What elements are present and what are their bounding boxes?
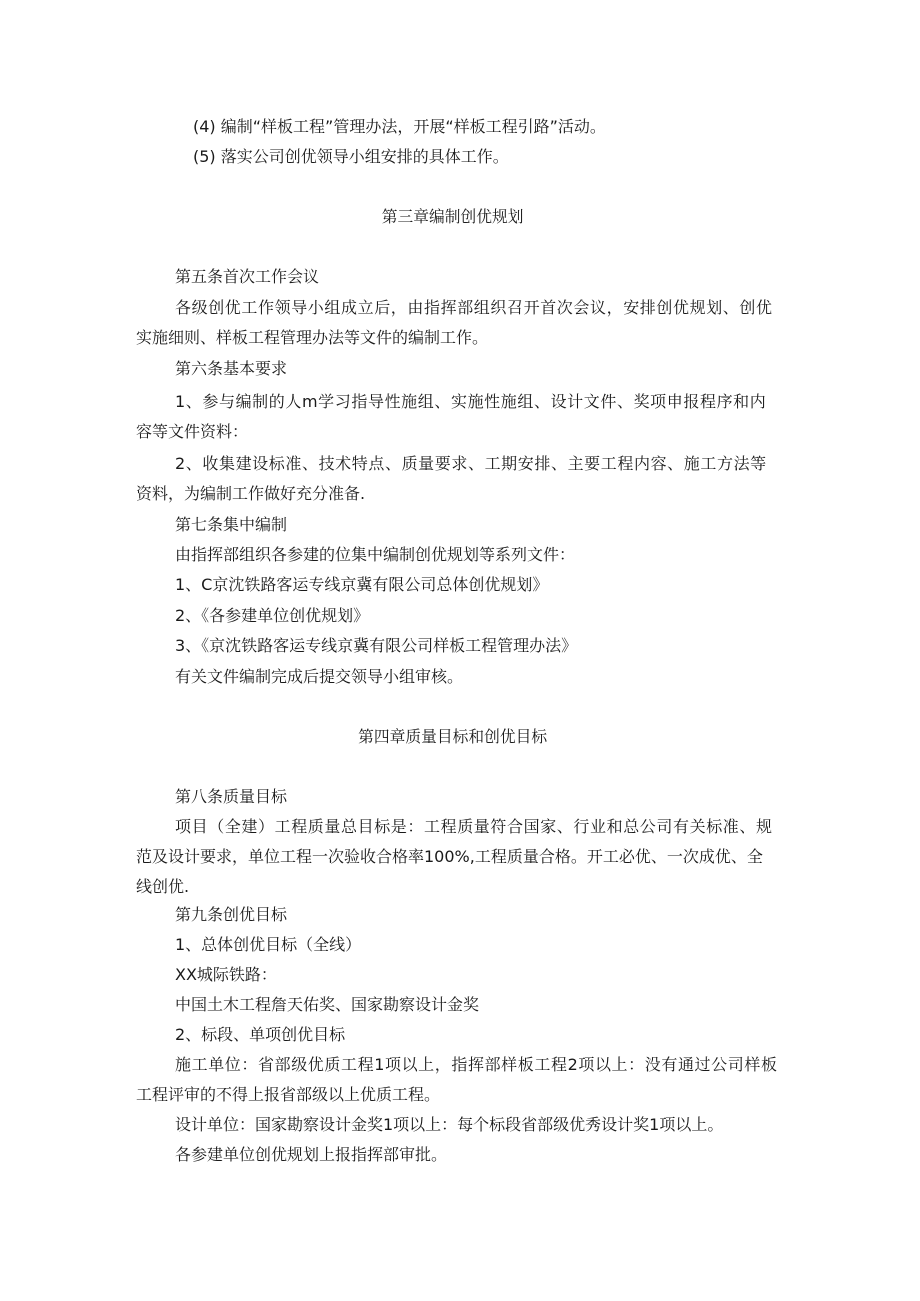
paragraph-line: 1、参与编制的人m学习指导性施组、实施性施组、设计文件、奖项申报程序和内 — [175, 392, 767, 411]
article-title: 第八条质量目标 — [175, 787, 288, 806]
paragraph-line: 范及设计要求，单位工程一次验收合格率100%,工程质量合格。开工必优、一次成优、全 — [136, 847, 763, 866]
list-item: (4) 编制“样板工程”管理办法，开展“样板工程引路”活动。 — [193, 117, 606, 136]
paragraph-line: 资料，为编制工作做好充分准备. — [136, 484, 366, 503]
paragraph-line: 2、收集建设标准、技术特点、质量要求、工期安排、主要工程内容、施工方法等 — [175, 454, 767, 473]
paragraph-line: 有关文件编制完成后提交领导小组审核。 — [175, 667, 464, 686]
paragraph-line: XX城际铁路： — [175, 965, 277, 984]
list-item: 2、《各参建单位创优规划》 — [175, 606, 370, 625]
article-title: 第六条基本要求 — [175, 359, 288, 378]
chapter-heading: 第三章编制创优规划 — [381, 207, 524, 226]
list-item: (5) 落实公司创优领导小组安排的具体工作。 — [193, 147, 509, 166]
paragraph-line: 各参建单位创优规划上报指挥部审批。 — [175, 1145, 448, 1164]
paragraph-line: 设计单位：国家勘察设计金奖1项以上：每个标段省部级优秀设计奖1项以上。 — [175, 1115, 724, 1134]
paragraph-line: 线创优. — [136, 877, 190, 896]
paragraph-line: 工程评审的不得上报省部级以上优质工程。 — [136, 1085, 441, 1104]
chapter-heading: 第四章质量目标和创优目标 — [358, 727, 548, 746]
paragraph-line: 项目（全建）工程质量总目标是：工程质量符合国家、行业和总公司有关标准、规 — [175, 817, 773, 836]
paragraph-line: 实施细则、样板工程管理办法等文件的编制工作。 — [136, 328, 489, 347]
section-heading: 2、标段、单项创优目标 — [175, 1025, 346, 1044]
list-item: 1、C京沈铁路客运专线京冀有限公司总体创优规划》 — [175, 575, 549, 594]
article-title: 第九条创优目标 — [175, 905, 288, 924]
paragraph-line: 容等文件资料： — [136, 422, 249, 441]
paragraph-line: 施工单位：省部级优质工程1项以上，指挥部样板工程2项以上：没有通过公司样板 — [175, 1055, 778, 1074]
paragraph-line: 由指挥部组织各参建的位集中编制创优规划等系列文件： — [175, 545, 576, 564]
article-title: 第五条首次工作会议 — [175, 267, 320, 286]
article-title: 第七条集中编制 — [175, 515, 288, 534]
section-heading: 1、总体创优目标（全线） — [175, 935, 362, 954]
list-item: 3、《京沈铁路客运专线京冀有限公司样板工程管理办法》 — [175, 636, 578, 655]
paragraph-line: 中国土木工程詹天佑奖、国家勘察设计金奖 — [175, 995, 480, 1014]
paragraph-line: 各级创优工作领导小组成立后，由指挥部组织召开首次会议，安排创优规划、创优 — [175, 298, 773, 317]
